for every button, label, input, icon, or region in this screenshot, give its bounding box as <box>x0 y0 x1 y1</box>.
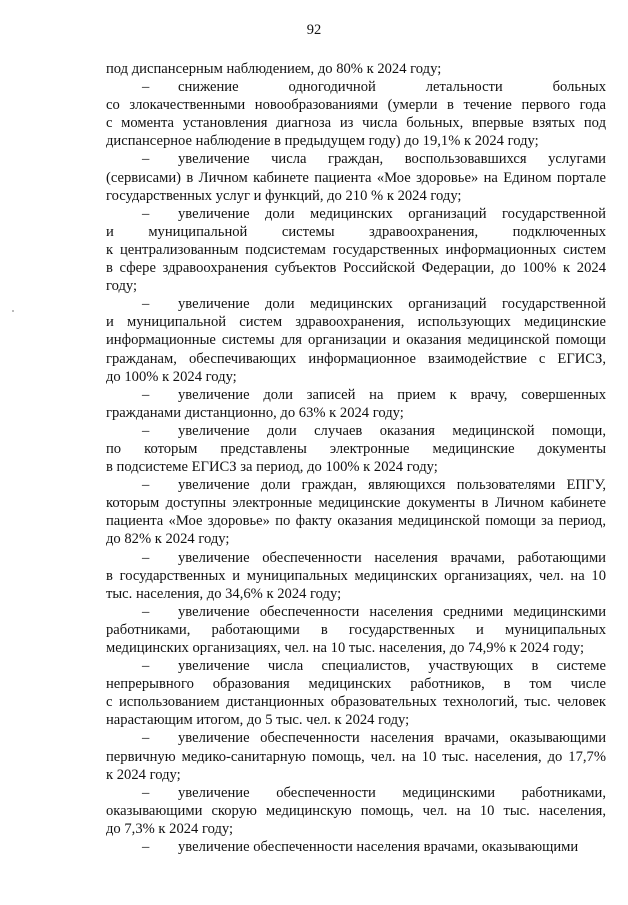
scan-artifact <box>12 310 14 312</box>
paragraph <box>106 295 606 385</box>
text-line: – увеличение обеспеченности населения врачами, работающими <box>106 549 606 567</box>
text-line: работниками, работающими в государственных и муниципальных <box>106 621 606 638</box>
paragraph <box>106 60 606 78</box>
text-line: по которым представлены электронные медицинские документы <box>106 440 606 457</box>
text-line: году; <box>106 278 138 295</box>
text-line: и муниципальной систем здравоохранения, использующих медицинские <box>106 314 606 331</box>
text-line: – увеличение доли записей на прием к врачу, совершенных <box>106 386 606 404</box>
text-line: – снижение одногодичной летальности больных <box>106 78 606 96</box>
text-line: – увеличение доли медицинских организаций государственной <box>106 295 606 313</box>
paragraph <box>106 205 606 295</box>
text-line: под диспансерным наблюдением, до 80% к 2024 году; <box>106 61 442 77</box>
paragraph <box>106 78 606 150</box>
paragraph <box>106 838 606 856</box>
list-dash: – <box>142 477 150 494</box>
text-line: и муниципальной системы здравоохранения, подключенных <box>106 223 606 240</box>
text-line: – увеличение доли медицинских организаций государственной <box>106 205 606 223</box>
text-line: до 82% к 2024 году; <box>106 531 230 548</box>
list-dash: – <box>142 549 150 566</box>
text-line: со злокачественными новообразованиями (умерли в течение первого года <box>106 97 606 114</box>
text-line: гражданами дистанционно, до 63% к 2024 году; <box>106 404 404 421</box>
text-line: информационные системы для организации и оказания медицинской помощи <box>106 332 606 349</box>
text-line: с момента установления диагноза из числа больных, впервые взятых под <box>106 115 606 132</box>
list-dash: – <box>142 730 150 747</box>
text-line: в сфере здравоохранения субъектов Российской Федерации, до 100% к 2024 <box>106 260 606 277</box>
text-line: – увеличение обеспеченности населения средними медицинскими <box>106 603 606 621</box>
page-number: 92 <box>306 22 322 38</box>
text-line: (сервисами) в Личном кабинете пациента «Мое здоровье» на Едином портале <box>106 169 606 186</box>
list-dash: – <box>142 839 150 856</box>
text-line: до 100% к 2024 году; <box>106 368 237 385</box>
paragraph <box>106 476 606 548</box>
text-line: первичную медико-санитарную помощь, чел. на 10 тыс. населения, до 17,7% <box>106 748 606 765</box>
text-line: диспансерное наблюдение в предыдущем году) до 19,1% к 2024 году; <box>106 133 539 150</box>
body-text <box>106 60 606 856</box>
text-line: нарастающим итогом, до 5 тыс. чел. к 2024 году; <box>106 712 410 729</box>
list-dash: – <box>142 79 150 96</box>
text-line: к 2024 году; <box>106 766 181 783</box>
paragraph <box>106 657 606 729</box>
paragraph <box>106 549 606 603</box>
list-dash: – <box>142 784 150 801</box>
paragraph <box>106 422 606 476</box>
text-line: государственных услуг и функций, до 210 % к 2024 году; <box>106 187 462 204</box>
text-line: – увеличение обеспеченности медицинскими работниками, <box>106 784 606 802</box>
text-line: – увеличение числа специалистов, участвующих в системе <box>106 657 606 675</box>
text-line: с использованием дистанционных образовательных технологий, тыс. человек <box>106 694 606 711</box>
list-dash: – <box>142 386 150 403</box>
paragraph <box>106 784 606 838</box>
text-line: в государственных и муниципальных медицинских организациях, чел. на 10 <box>106 567 606 584</box>
list-dash: – <box>142 658 150 675</box>
text-line: – увеличение обеспеченности населения врачами, оказывающими <box>106 838 606 856</box>
text-line: к централизованным подсистемам государственных информационных систем <box>106 241 606 258</box>
text-line: тыс. населения, до 34,6% к 2024 году; <box>106 585 342 602</box>
paragraph <box>106 729 606 783</box>
paragraph <box>106 150 606 204</box>
paragraph <box>106 603 606 657</box>
text-line: до 7,3% к 2024 году; <box>106 820 234 837</box>
text-line: в подсистеме ЕГИСЗ за период, до 100% к 2024 году; <box>106 459 438 476</box>
text-line: непрерывного образования медицинских работников, в том числе <box>106 676 606 693</box>
list-dash: – <box>142 296 150 313</box>
list-dash: – <box>142 151 150 168</box>
list-dash: – <box>142 422 150 439</box>
list-dash: – <box>142 205 150 222</box>
paragraph <box>106 386 606 422</box>
text-line: пациента «Мое здоровье» по факту оказания медицинской помощи за период, <box>106 513 606 530</box>
list-dash: – <box>142 603 150 620</box>
text-line: – увеличение числа граждан, воспользовавшихся услугами <box>106 150 606 168</box>
text-line: – увеличение доли граждан, являющихся пользователями ЕПГУ, <box>106 476 606 494</box>
text-line: гражданам, обеспечивающих информационное взаимодействие с ЕГИСЗ, <box>106 350 606 367</box>
text-line: медицинских организациях, чел. на 10 тыс. населения, до 74,9% к 2024 году; <box>106 640 585 656</box>
text-line: которым доступны электронные медицинские документы в Личном кабинете <box>106 495 606 512</box>
text-line: оказывающими скорую медицинскую помощь, чел. на 10 тыс. населения, <box>106 802 606 819</box>
text-line: – увеличение обеспеченности населения врачами, оказывающими <box>106 729 606 747</box>
text-line: – увеличение доли случаев оказания медицинской помощи, <box>106 422 606 440</box>
